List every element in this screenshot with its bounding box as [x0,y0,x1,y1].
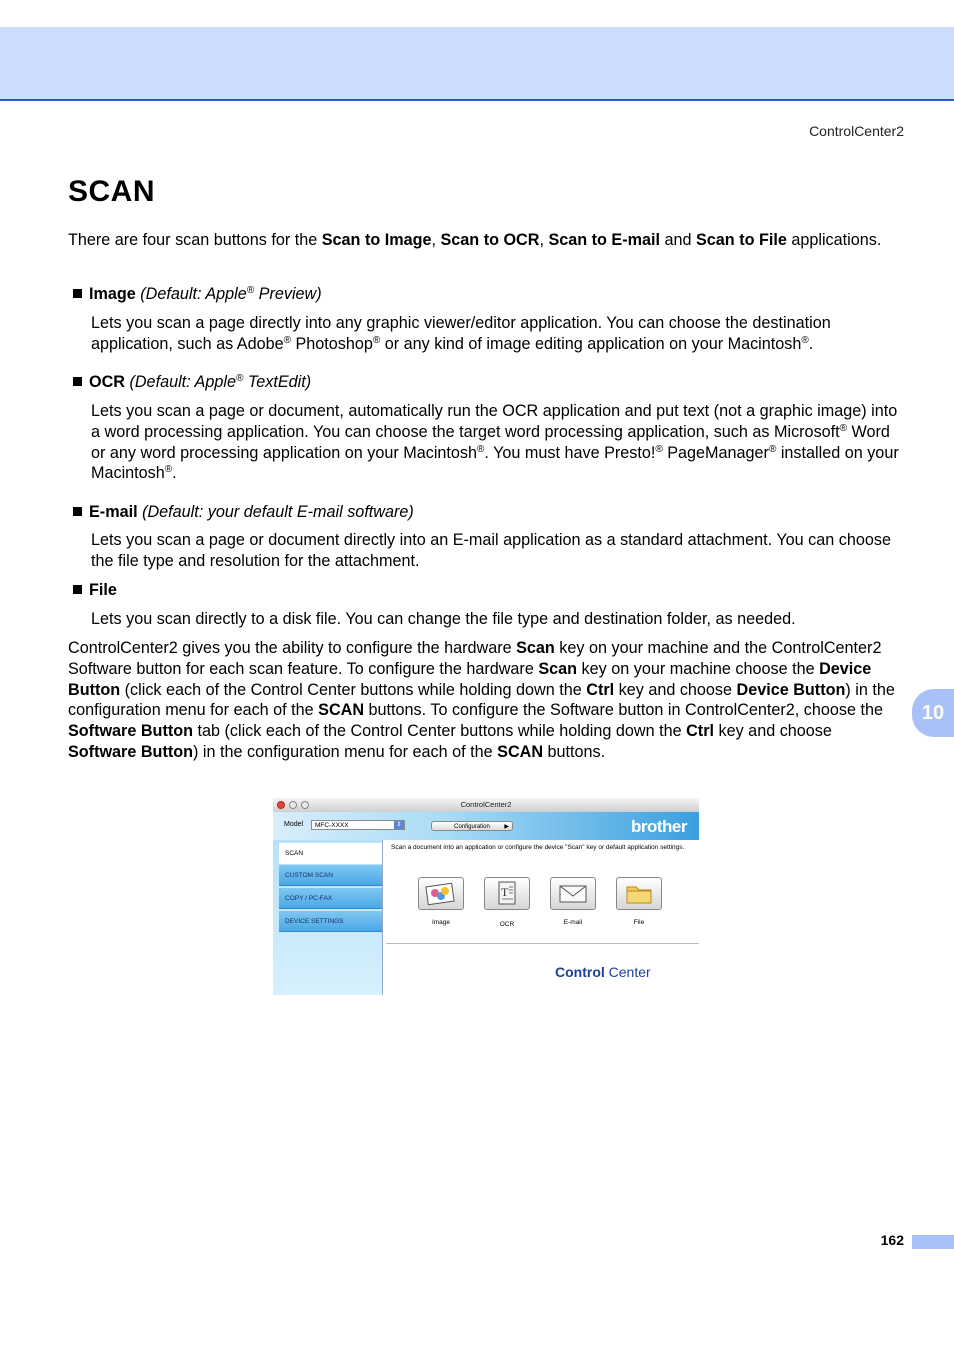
scan-description: Scan a document into an application or configure the device "Scan" key or default application settings. [391,844,685,851]
chapter-tab: 10 [912,689,954,737]
scan-to-file-button[interactable] [616,877,662,910]
ocr-button-label: OCR [499,921,515,928]
page-title: SCAN [68,175,156,208]
controlcenter2-window [273,798,699,995]
svg-text:T: T [501,885,509,899]
bullet-ocr-body: Lets you scan a page or document, automatically run the OCR application and put text (not a graphic image) into a word processing application. You can choose the target word processing application, such as Microsoft® Word or any word processing application on your Macintosh®. You must have Presto!® PageManager® installed on your Macintosh®. [91,402,899,483]
window-title: ControlCenter2 [460,800,512,809]
folder-icon [617,878,661,909]
select-arrows-icon: ⇕ [394,821,404,829]
running-head: ControlCenter2 [809,123,904,139]
page-number-tab [912,1235,954,1249]
window-titlebar [273,798,699,813]
bullet-file-body: Lets you scan directly to a disk file. You can change the file type and destination folder, as needed. [91,610,796,628]
window-toolbar [273,812,699,840]
configuration-button-label: Configuration [454,824,490,830]
bullet-ocr-heading: OCR (Default: Apple® TextEdit) [73,372,311,392]
image-button-label: Image [431,919,451,926]
file-button-label: File [633,919,645,926]
scan-to-email-button[interactable] [550,877,596,910]
config-paragraph: ControlCenter2 gives you the ability to configure the hardware Scan key on your machine and the ControlCenter2 Software button for each scan feature. To configure the hardware Scan key on your machine choose the Device Button (click each of the Control Center buttons while holding down the Ctrl key and choose Device Button) in the configuration menu for each of the SCAN buttons. To configure the Software button in ControlCenter2, choose the Software Button tab (click each of the Control Center buttons while holding down the Ctrl key and choose Software Button) in the configuration menu for each of the SCAN buttons. [68,639,895,761]
triangle-right-icon: ▶ [504,824,509,830]
brother-logo: brother [631,817,687,836]
bullet-email-heading: E-mail (Default: your default E-mail software) [73,502,414,522]
email-button-label: E-mail [563,919,583,926]
sidebar-item-device-settings[interactable]: DEVICE SETTINGS [279,911,382,932]
bullet-image-body: Lets you scan a page directly into any graphic viewer/editor application. You can choose the destination application, such as Adobe® Photoshop® or any kind of image editing application on your Macintosh®. [91,314,831,353]
bullet-image-heading: Image (Default: Apple® Preview) [73,284,322,304]
bullet-file-heading: File [73,580,117,600]
model-select[interactable] [311,820,405,830]
bullet-square-icon [73,585,82,594]
sidebar-item-copy-pc-fax[interactable]: COPY / PC-FAX [279,888,382,909]
configuration-button[interactable] [431,821,513,831]
image-icon [419,878,463,909]
ocr-document-icon [485,878,529,909]
bullet-square-icon [73,507,82,516]
intro-paragraph: There are four scan buttons for the Scan to Image, Scan to OCR, Scan to E-mail and Scan to File applications. [68,231,882,249]
header-band [0,27,954,101]
model-label: Model [284,821,304,828]
envelope-icon [551,878,595,909]
content-divider [386,943,699,944]
sidebar-item-custom-scan[interactable]: CUSTOM SCAN [279,865,382,886]
control-center-logo: Control Center [555,964,651,980]
page-number: 162 [880,1232,904,1248]
sidebar-item-scan[interactable]: SCAN [279,843,382,864]
bullet-square-icon [73,377,82,386]
bullet-email-body: Lets you scan a page or document directly into an E-mail application as a standard attachment. You can choose the file type and resolution for the attachment. [91,531,891,570]
model-select-value: MFC-XXXX [315,822,349,829]
bullet-square-icon [73,289,82,298]
window-sidebar [273,840,383,995]
scan-to-ocr-button[interactable] [484,877,530,910]
scan-to-image-button[interactable] [418,877,464,910]
